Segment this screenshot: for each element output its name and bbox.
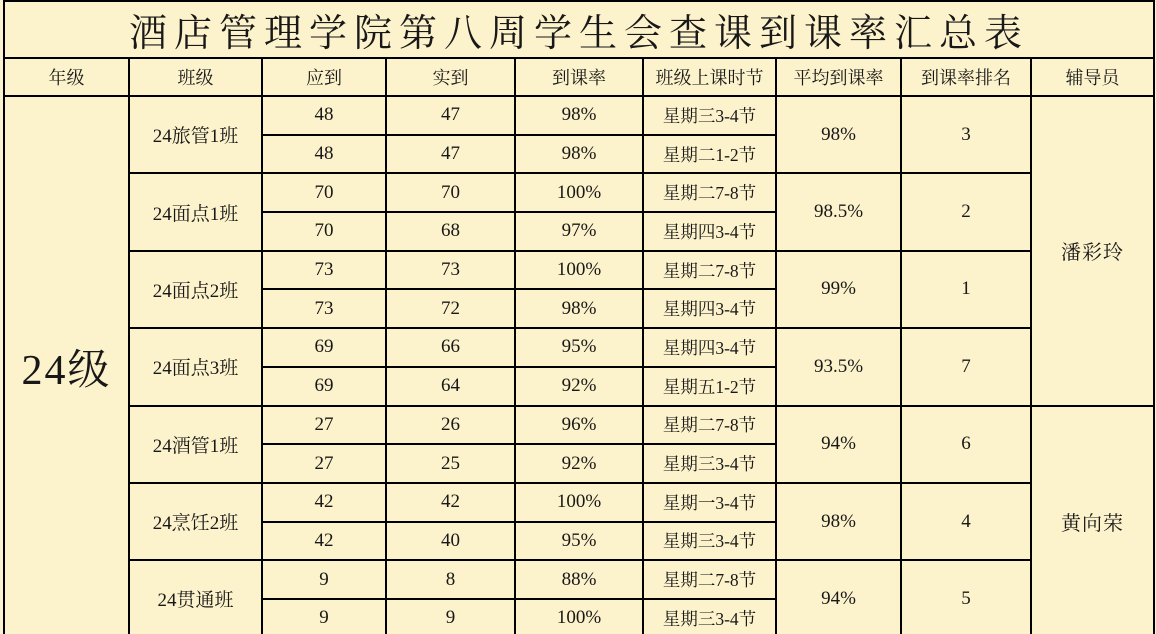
column-header-6: 平均到课率 [776,58,901,96]
rank-cell: 4 [901,483,1031,560]
actual-count-cell: 8 [386,560,515,599]
class-time-cell: 星期四3-4节 [643,212,776,251]
class-time-cell: 星期三3-4节 [643,599,776,634]
table-row [4,251,1154,290]
rank-cell: 1 [901,251,1031,328]
attendance-table [3,0,1155,634]
actual-count-cell: 68 [386,212,515,251]
column-header-3: 实到 [386,58,515,96]
attendance-rate-cell: 95% [515,522,643,561]
class-name-cell: 24面点1班 [129,173,262,250]
column-header-2: 应到 [262,58,386,96]
average-rate-cell: 98% [776,96,901,173]
average-rate-cell: 94% [776,560,901,634]
expected-count-cell: 42 [262,522,386,561]
average-rate-cell: 99% [776,251,901,328]
title-row [4,1,1154,58]
header-row [4,58,1154,96]
rank-cell: 3 [901,96,1031,173]
rank-cell: 5 [901,560,1031,634]
attendance-rate-cell: 100% [515,251,643,290]
class-time-cell: 星期二7-8节 [643,251,776,290]
expected-count-cell: 42 [262,483,386,522]
class-time-cell: 星期三3-4节 [643,96,776,135]
attendance-table-body [4,96,1154,634]
column-header-0: 年级 [4,58,129,96]
expected-count-cell: 70 [262,173,386,212]
counselor-cell: 黄向荣 [1031,406,1154,634]
rank-cell: 7 [901,328,1031,405]
expected-count-cell: 9 [262,560,386,599]
class-name-cell: 24酒管1班 [129,406,262,483]
actual-count-cell: 64 [386,367,515,406]
class-name-cell: 24面点2班 [129,251,262,328]
attendance-rate-cell: 97% [515,212,643,251]
column-header-5: 班级上课时节 [643,58,776,96]
expected-count-cell: 69 [262,367,386,406]
class-time-cell: 星期二7-8节 [643,173,776,212]
attendance-rate-cell: 98% [515,135,643,174]
expected-count-cell: 73 [262,289,386,328]
attendance-rate-cell: 98% [515,96,643,135]
table-row [4,483,1154,522]
class-name-cell: 24旅管1班 [129,96,262,173]
average-rate-cell: 98% [776,483,901,560]
grade-cell: 24级 [4,96,129,634]
class-time-cell: 星期五1-2节 [643,367,776,406]
attendance-rate-cell: 88% [515,560,643,599]
attendance-rate-cell: 96% [515,406,643,445]
actual-count-cell: 70 [386,173,515,212]
expected-count-cell: 27 [262,444,386,483]
table-row [4,560,1154,599]
page-title: 酒店管理学院第八周学生会查课到课率汇总表 [4,1,1154,58]
expected-count-cell: 27 [262,406,386,445]
average-rate-cell: 93.5% [776,328,901,405]
attendance-rate-cell: 95% [515,328,643,367]
actual-count-cell: 9 [386,599,515,634]
average-rate-cell: 98.5% [776,173,901,250]
actual-count-cell: 42 [386,483,515,522]
class-time-cell: 星期三3-4节 [643,444,776,483]
class-time-cell: 星期一3-4节 [643,483,776,522]
rank-cell: 6 [901,406,1031,483]
attendance-rate-cell: 92% [515,444,643,483]
column-header-4: 到课率 [515,58,643,96]
class-name-cell: 24贯通班 [129,560,262,634]
expected-count-cell: 48 [262,96,386,135]
attendance-rate-cell: 98% [515,289,643,328]
class-name-cell: 24面点3班 [129,328,262,405]
table-row [4,173,1154,212]
class-time-cell: 星期四3-4节 [643,289,776,328]
table-row [4,96,1154,135]
actual-count-cell: 72 [386,289,515,328]
class-name-cell: 24烹饪2班 [129,483,262,560]
actual-count-cell: 26 [386,406,515,445]
expected-count-cell: 69 [262,328,386,367]
attendance-rate-cell: 100% [515,483,643,522]
expected-count-cell: 9 [262,599,386,634]
actual-count-cell: 73 [386,251,515,290]
class-time-cell: 星期三3-4节 [643,522,776,561]
attendance-rate-cell: 100% [515,173,643,212]
column-header-7: 到课率排名 [901,58,1031,96]
actual-count-cell: 47 [386,96,515,135]
expected-count-cell: 73 [262,251,386,290]
class-time-cell: 星期二1-2节 [643,135,776,174]
actual-count-cell: 66 [386,328,515,367]
expected-count-cell: 70 [262,212,386,251]
column-header-8: 辅导员 [1031,58,1154,96]
attendance-rate-cell: 100% [515,599,643,634]
column-header-1: 班级 [129,58,262,96]
expected-count-cell: 48 [262,135,386,174]
actual-count-cell: 47 [386,135,515,174]
class-time-cell: 星期二7-8节 [643,560,776,599]
table-row [4,328,1154,367]
actual-count-cell: 40 [386,522,515,561]
table-row [4,406,1154,445]
rank-cell: 2 [901,173,1031,250]
average-rate-cell: 94% [776,406,901,483]
class-time-cell: 星期二7-8节 [643,406,776,445]
attendance-rate-cell: 92% [515,367,643,406]
counselor-cell: 潘彩玲 [1031,96,1154,406]
class-time-cell: 星期四3-4节 [643,328,776,367]
actual-count-cell: 25 [386,444,515,483]
